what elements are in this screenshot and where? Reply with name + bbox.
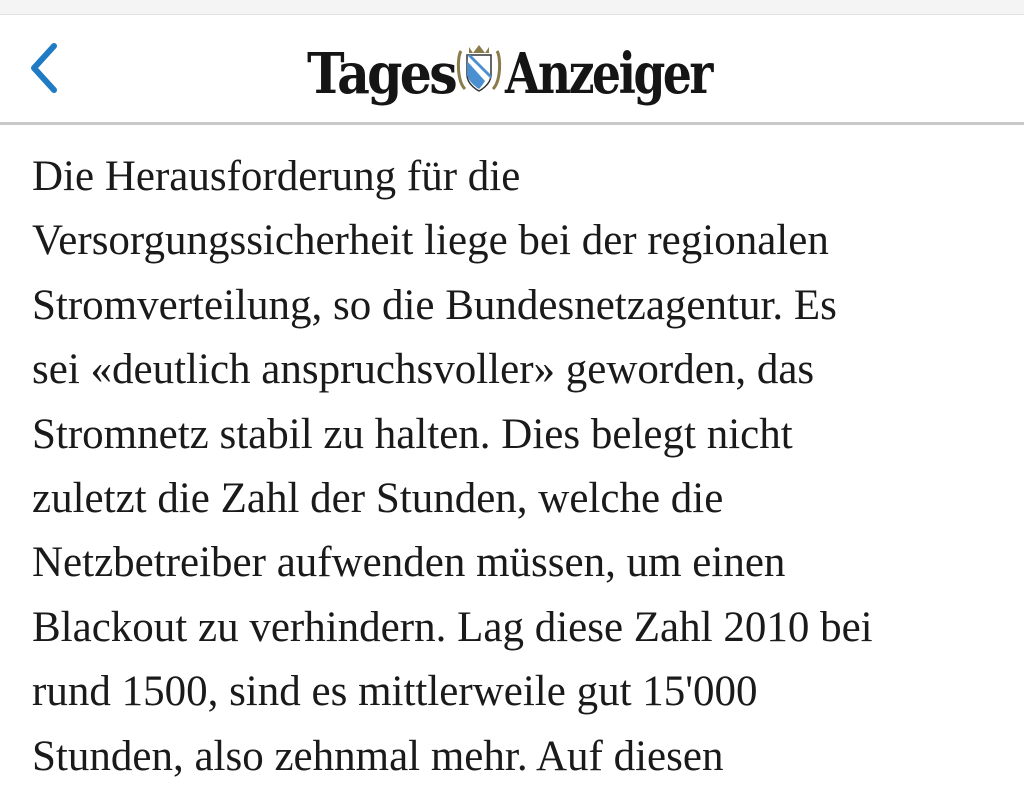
- status-bar: [0, 0, 1024, 15]
- article-line: zuletzt die Zahl der Stunden, welche die: [32, 475, 724, 523]
- logo-text-tages: Tages: [307, 41, 457, 107]
- navigation-bar: [0, 15, 1024, 125]
- logo-text-anzeiger: Anzeiger: [504, 41, 715, 107]
- chevron-left-icon: [26, 40, 60, 96]
- article-line: Stromverteilung, so die Bundesnetzagentur. Es: [32, 281, 837, 329]
- coat-of-arms-icon: [458, 45, 499, 91]
- article-line: Versorgungssicherheit liege bei der regionalen: [32, 217, 829, 265]
- article-text: [32, 145, 992, 789]
- article-line: Die Herausforderung für die: [32, 153, 521, 200]
- back-button[interactable]: [18, 39, 68, 97]
- article-line: Blackout zu verhindern. Lag diese Zahl 2010 bei: [32, 603, 873, 651]
- article-line: Netzbetreiber aufwenden müssen, um einen: [32, 539, 786, 587]
- article-line: sei «deutlich anspruchsvoller» geworden, das: [32, 346, 815, 394]
- article-line: Stunden, also zehnmal mehr. Auf diesen: [32, 732, 724, 780]
- tages-anzeiger-logo: [305, 35, 715, 105]
- article-line: Stromnetz stabil zu halten. Dies belegt nicht: [32, 410, 793, 458]
- article-line: rund 1500, sind es mittlerweile gut 15'000: [32, 668, 758, 716]
